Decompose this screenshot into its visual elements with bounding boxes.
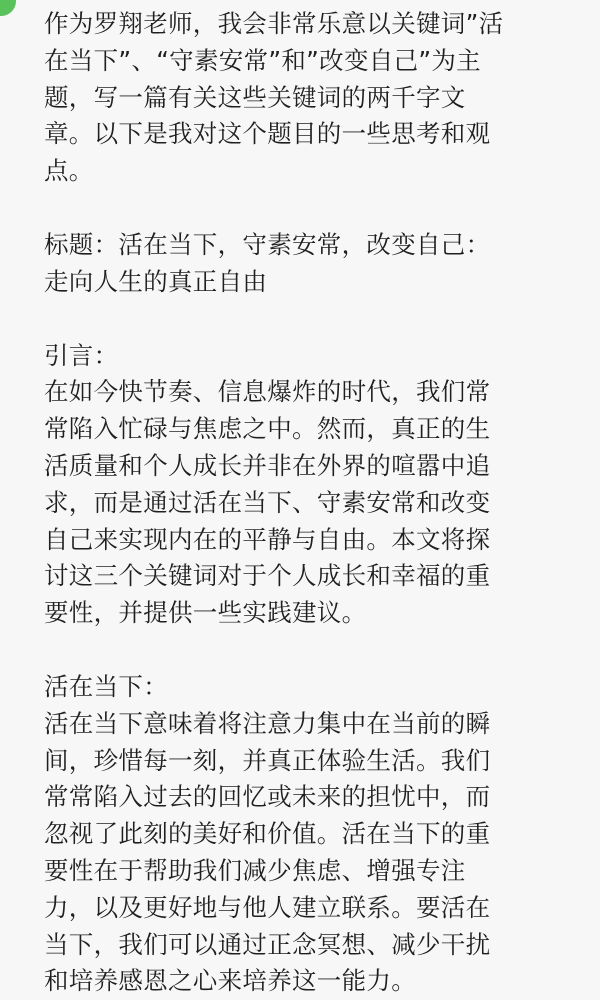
text-line: 引言： <box>44 340 119 370</box>
text-line: 标题：活在当下，守素安常，改变自己： <box>44 229 491 259</box>
text-line: 常常陷入过去的回忆或未来的担忧中，而 <box>44 782 491 812</box>
text-line: 自己来实现内在的平静与自由。本文将探 <box>44 524 491 554</box>
text-line: 讨这三个关键词对于个人成长和幸福的重 <box>44 561 491 591</box>
paragraph-spacer <box>44 301 564 338</box>
text-line: 点。 <box>44 156 94 186</box>
text-line: 在如今快节奏、信息爆炸的时代，我们常 <box>44 377 491 407</box>
text-line: 章。以下是我对这个题目的一些思考和观 <box>44 119 491 149</box>
text-line: 要性在于帮助我们减少焦虑、增强专注 <box>44 855 466 885</box>
text-line: 求，而是通过活在当下、守素安常和改变 <box>44 487 491 517</box>
paragraph-spacer <box>44 632 564 669</box>
text-line: 题，写一篇有关这些关键词的两千字文 <box>44 82 466 112</box>
text-line: 作为罗翔老师，我会非常乐意以关键词”活 <box>44 9 504 38</box>
text-line: 在当下”、“守素安常”和”改变自己”为主 <box>44 45 481 75</box>
paragraph-title <box>44 227 564 301</box>
message-text <box>44 6 564 1000</box>
paragraph-live-in-present <box>44 669 564 1000</box>
text-line: 走向人生的真正自由 <box>44 266 268 296</box>
paragraph-intro <box>44 6 564 190</box>
text-line: 活质量和个人成长并非在外界的喧嚣中追 <box>44 450 491 480</box>
text-line: 常陷入忙碌与焦虑之中。然而，真正的生 <box>44 414 491 444</box>
text-line: 间，珍惜每一刻，并真正体验生活。我们 <box>44 745 491 775</box>
text-line: 当下，我们可以通过正念冥想、减少干扰 <box>44 929 491 959</box>
text-line: 活在当下： <box>44 671 168 701</box>
paragraph-foreword <box>44 338 564 632</box>
green-status-dot-icon <box>0 0 16 16</box>
text-line: 力，以及更好地与他人建立联系。要活在 <box>44 892 491 922</box>
text-line: 要性，并提供一些实践建议。 <box>44 598 367 628</box>
paragraph-spacer <box>44 190 564 227</box>
text-line: 忽视了此刻的美好和价值。活在当下的重 <box>44 819 491 849</box>
text-line: 和培养感恩之心来培养这一能力。 <box>44 966 416 996</box>
text-line: 活在当下意味着将注意力集中在当前的瞬 <box>44 708 491 738</box>
